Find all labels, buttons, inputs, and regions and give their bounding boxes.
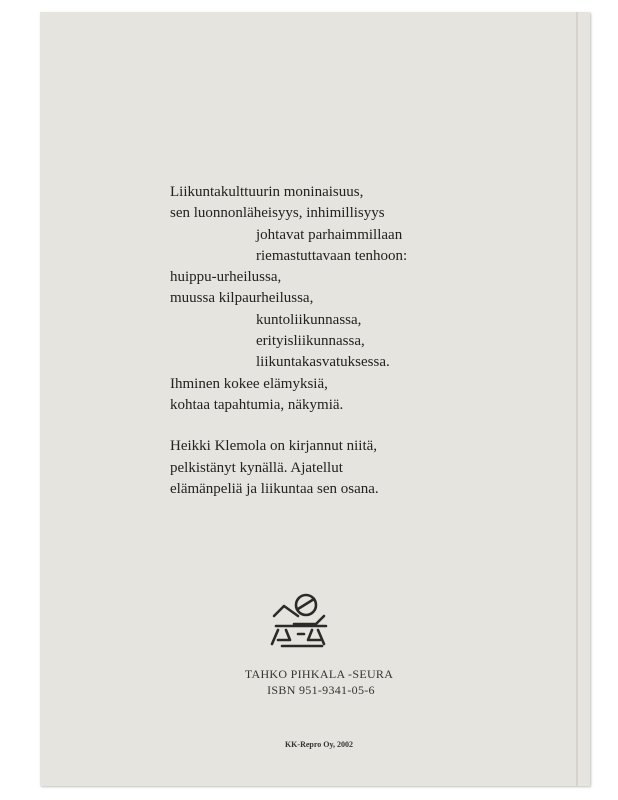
poem-line: riemastuttavaan tenhoon:	[256, 247, 408, 264]
poem-line: muussa kilpaurheilussa,	[170, 290, 314, 307]
poem-text	[170, 182, 407, 500]
poem-line: erityisliikunnassa,	[256, 333, 365, 350]
back-cover	[40, 12, 590, 786]
tahko-pihkala-seura-emblem-icon	[268, 590, 336, 650]
isbn-number: ISBN 951-9341-05-6	[267, 683, 375, 697]
poem-line: sen luonnonläheisyys, inhimillisyys	[170, 205, 385, 222]
poem-line: johtavat parhaimmillaan	[256, 226, 403, 243]
poem-line: Liikuntakulttuurin moninaisuus,	[170, 184, 364, 200]
poem-line: huippu-urheilussa,	[170, 269, 282, 286]
poem-line: Heikki Klemola on kirjannut niitä,	[170, 438, 378, 455]
poem-line: elämänpeliä ja liikuntaa sen osana.	[170, 480, 379, 497]
poem-line: kohtaa tapahtumia, näkymiä.	[170, 396, 344, 413]
poem-line: kuntoliikunnassa,	[256, 311, 362, 328]
printer-credit: KK-Repro Oy, 2002	[284, 740, 354, 749]
publisher-name: TAHKO PIHKALA -SEURA	[244, 667, 394, 681]
poem-line: Ihminen kokee elämyksiä,	[170, 375, 328, 392]
poem-line: liikuntakasvatuksessa.	[256, 354, 390, 371]
poem-line: pelkistänyt kynällä. Ajatellut	[170, 459, 343, 476]
stanza-break	[170, 416, 407, 436]
